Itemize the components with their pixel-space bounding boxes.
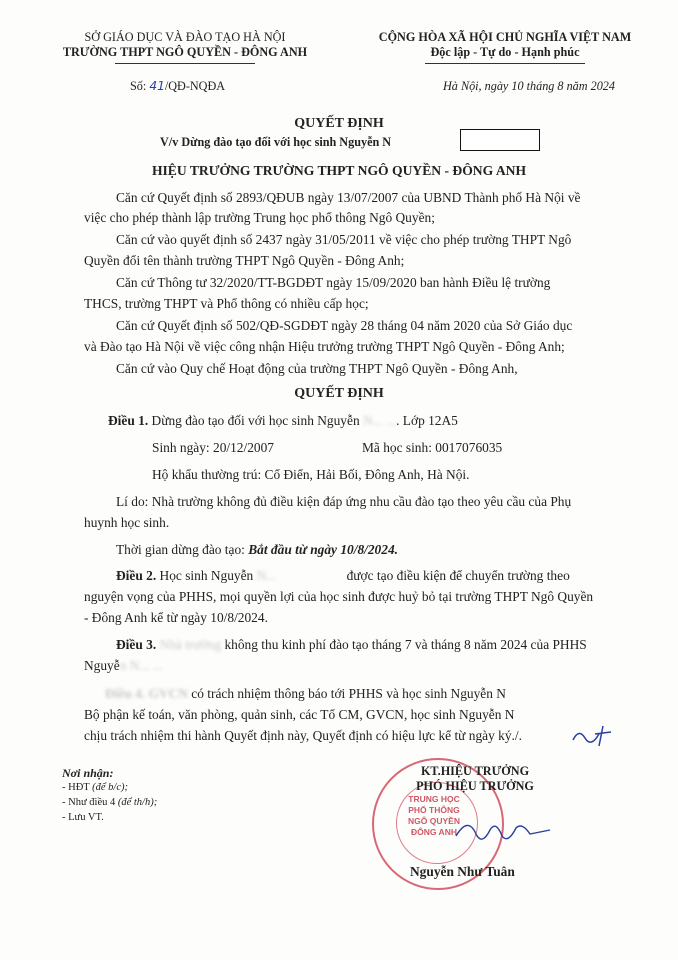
residence: Hộ khẩu thường trú: Cổ Điển, Hải Bối, Đông Anh, Hà Nội. [152,467,470,482]
document-title: QUYẾT ĐỊNH [294,116,384,131]
reason-line: Lí do: Nhà trường không đủ điều kiện đáp ứng nhu cầu đào tạo theo yêu cầu của Phụ [116,494,572,509]
article-2-line: - Đông Anh kể từ ngày 10/8/2024. [84,610,268,625]
motto: Độc lập - Tự do - Hạnh phúc [430,45,580,59]
article-1: Điều 1. Dừng đào tạo đối với học sinh Nguyễn N... .... Lớp 12A5 [108,413,458,428]
basis-line: THCS, trường THPT và Phổ thông có nhiều cấp học; [84,296,369,311]
birth-date: Sinh ngày: 20/12/2007 [152,440,275,455]
article-2-line: nguyện vọng của PHHS, mọi quyền lợi của học sinh được huỷ bỏ tại trường THPT Ngô Quyền [84,589,594,604]
document-subject: V/v Dừng đào tạo đối với học sinh Nguyễn N [160,135,392,149]
decision-number: Số: 41/QĐ-NQĐA [130,79,226,93]
signer-name: Nguyễn Như Tuân [410,864,515,879]
seal-text: PHỔ THÔNG [408,805,460,815]
place-date: Hà Nội, ngày 10 tháng 8 năm 2024 [443,79,615,93]
basis-line: Căn cứ vào quyết định số 2437 ngày 31/05/2011 về việc cho phép trường THPT Ngô [116,232,572,247]
decision-heading: QUYẾT ĐỊNH [294,386,384,401]
header-right-underline [425,63,585,64]
student-id: Mã học sinh: 0017076035 [362,440,503,455]
recipient-item: - HĐT (để b/c); [62,782,128,793]
stop-date: Thời gian dừng đào tạo: Bắt đầu từ ngày 10/8/2024. [116,542,398,557]
basis-line: Căn cứ Quyết định số 502/QĐ-SGDĐT ngày 28 tháng 04 năm 2020 của Sở Giáo dục [116,318,573,333]
signer-title: KT.HIỆU TRƯỞNG [420,764,530,778]
signature-icon [450,812,560,852]
issuer-title: HIỆU TRƯỞNG TRƯỜNG THPT NGÔ QUYỀN - ĐÔNG ANH [151,163,527,178]
seal-text: ĐÔNG ANH [411,827,457,837]
basis-line: Quyền đổi tên thành trường THPT Ngô Quyền - Đông Anh; [84,253,405,268]
initial-mark [565,720,625,750]
country-name: CỘNG HÒA XÃ HỘI CHỦ NGHĨA VIỆT NAM [378,30,632,44]
article-2-line: Điều 2. Học sinh Nguyễn N... được tạo điều kiện để chuyển trường theo [116,568,570,583]
article-4-line: chịu trách nhiệm thi hành Quyết định này, Quyết định có hiệu lực kể từ ngày ký./. [84,728,522,743]
school-name: TRƯỜNG THPT NGÔ QUYỀN - ĐÔNG ANH [62,45,308,59]
basis-line: và Đào tạo Hà Nội về việc công nhận Hiệu trưởng trường THPT Ngô Quyền - Đông Anh; [84,339,565,354]
redaction-box [460,129,540,151]
article-3-line: Nguyễn N... ... [84,658,163,673]
basis-line: việc cho phép thành lập trường Trung học phổ thông Ngô Quyền; [84,210,435,225]
reason-line: huynh học sinh. [84,515,170,530]
article-4-line: Điều 4. GVCN có trách nhiệm thông báo tới PHHS và học sinh Nguyễn N [105,686,506,701]
header-left-underline [115,63,255,64]
ministry-name: SỞ GIÁO DỤC VÀ ĐÀO TẠO HÀ NỘI [84,30,286,44]
signer-subtitle: PHÓ HIỆU TRƯỞNG [416,779,534,793]
blurred-name: N... ... [363,413,397,428]
recipient-item: - Lưu VT. [62,812,104,823]
handwritten-number: 41 [149,79,165,93]
article-4-line: Bộ phận kế toán, văn phòng, quản sinh, các Tổ CM, GVCN, học sinh Nguyễn N [84,707,515,722]
article-3-line: Điều 3. Nhà trường không thu kinh phí đào tạo tháng 7 và tháng 8 năm 2024 của PHHS [116,637,587,652]
basis-line: Căn cứ Thông tư 32/2020/TT-BGDĐT ngày 15/09/2020 ban hành Điều lệ trường [116,275,551,290]
basis-line: Căn cứ Quyết định số 2893/QĐUB ngày 13/07/2007 của UBND Thành phố Hà Nội về [116,190,581,205]
seal-text: TRUNG HỌC [408,794,460,804]
recipients-title: Nơi nhận: [62,766,114,780]
basis-line: Căn cứ vào Quy chế Hoạt động của trường THPT Ngô Quyền - Đông Anh, [116,361,518,376]
recipient-item: - Như điều 4 (để th/h); [62,797,158,808]
seal-text: NGÔ QUYỀN [408,816,460,826]
